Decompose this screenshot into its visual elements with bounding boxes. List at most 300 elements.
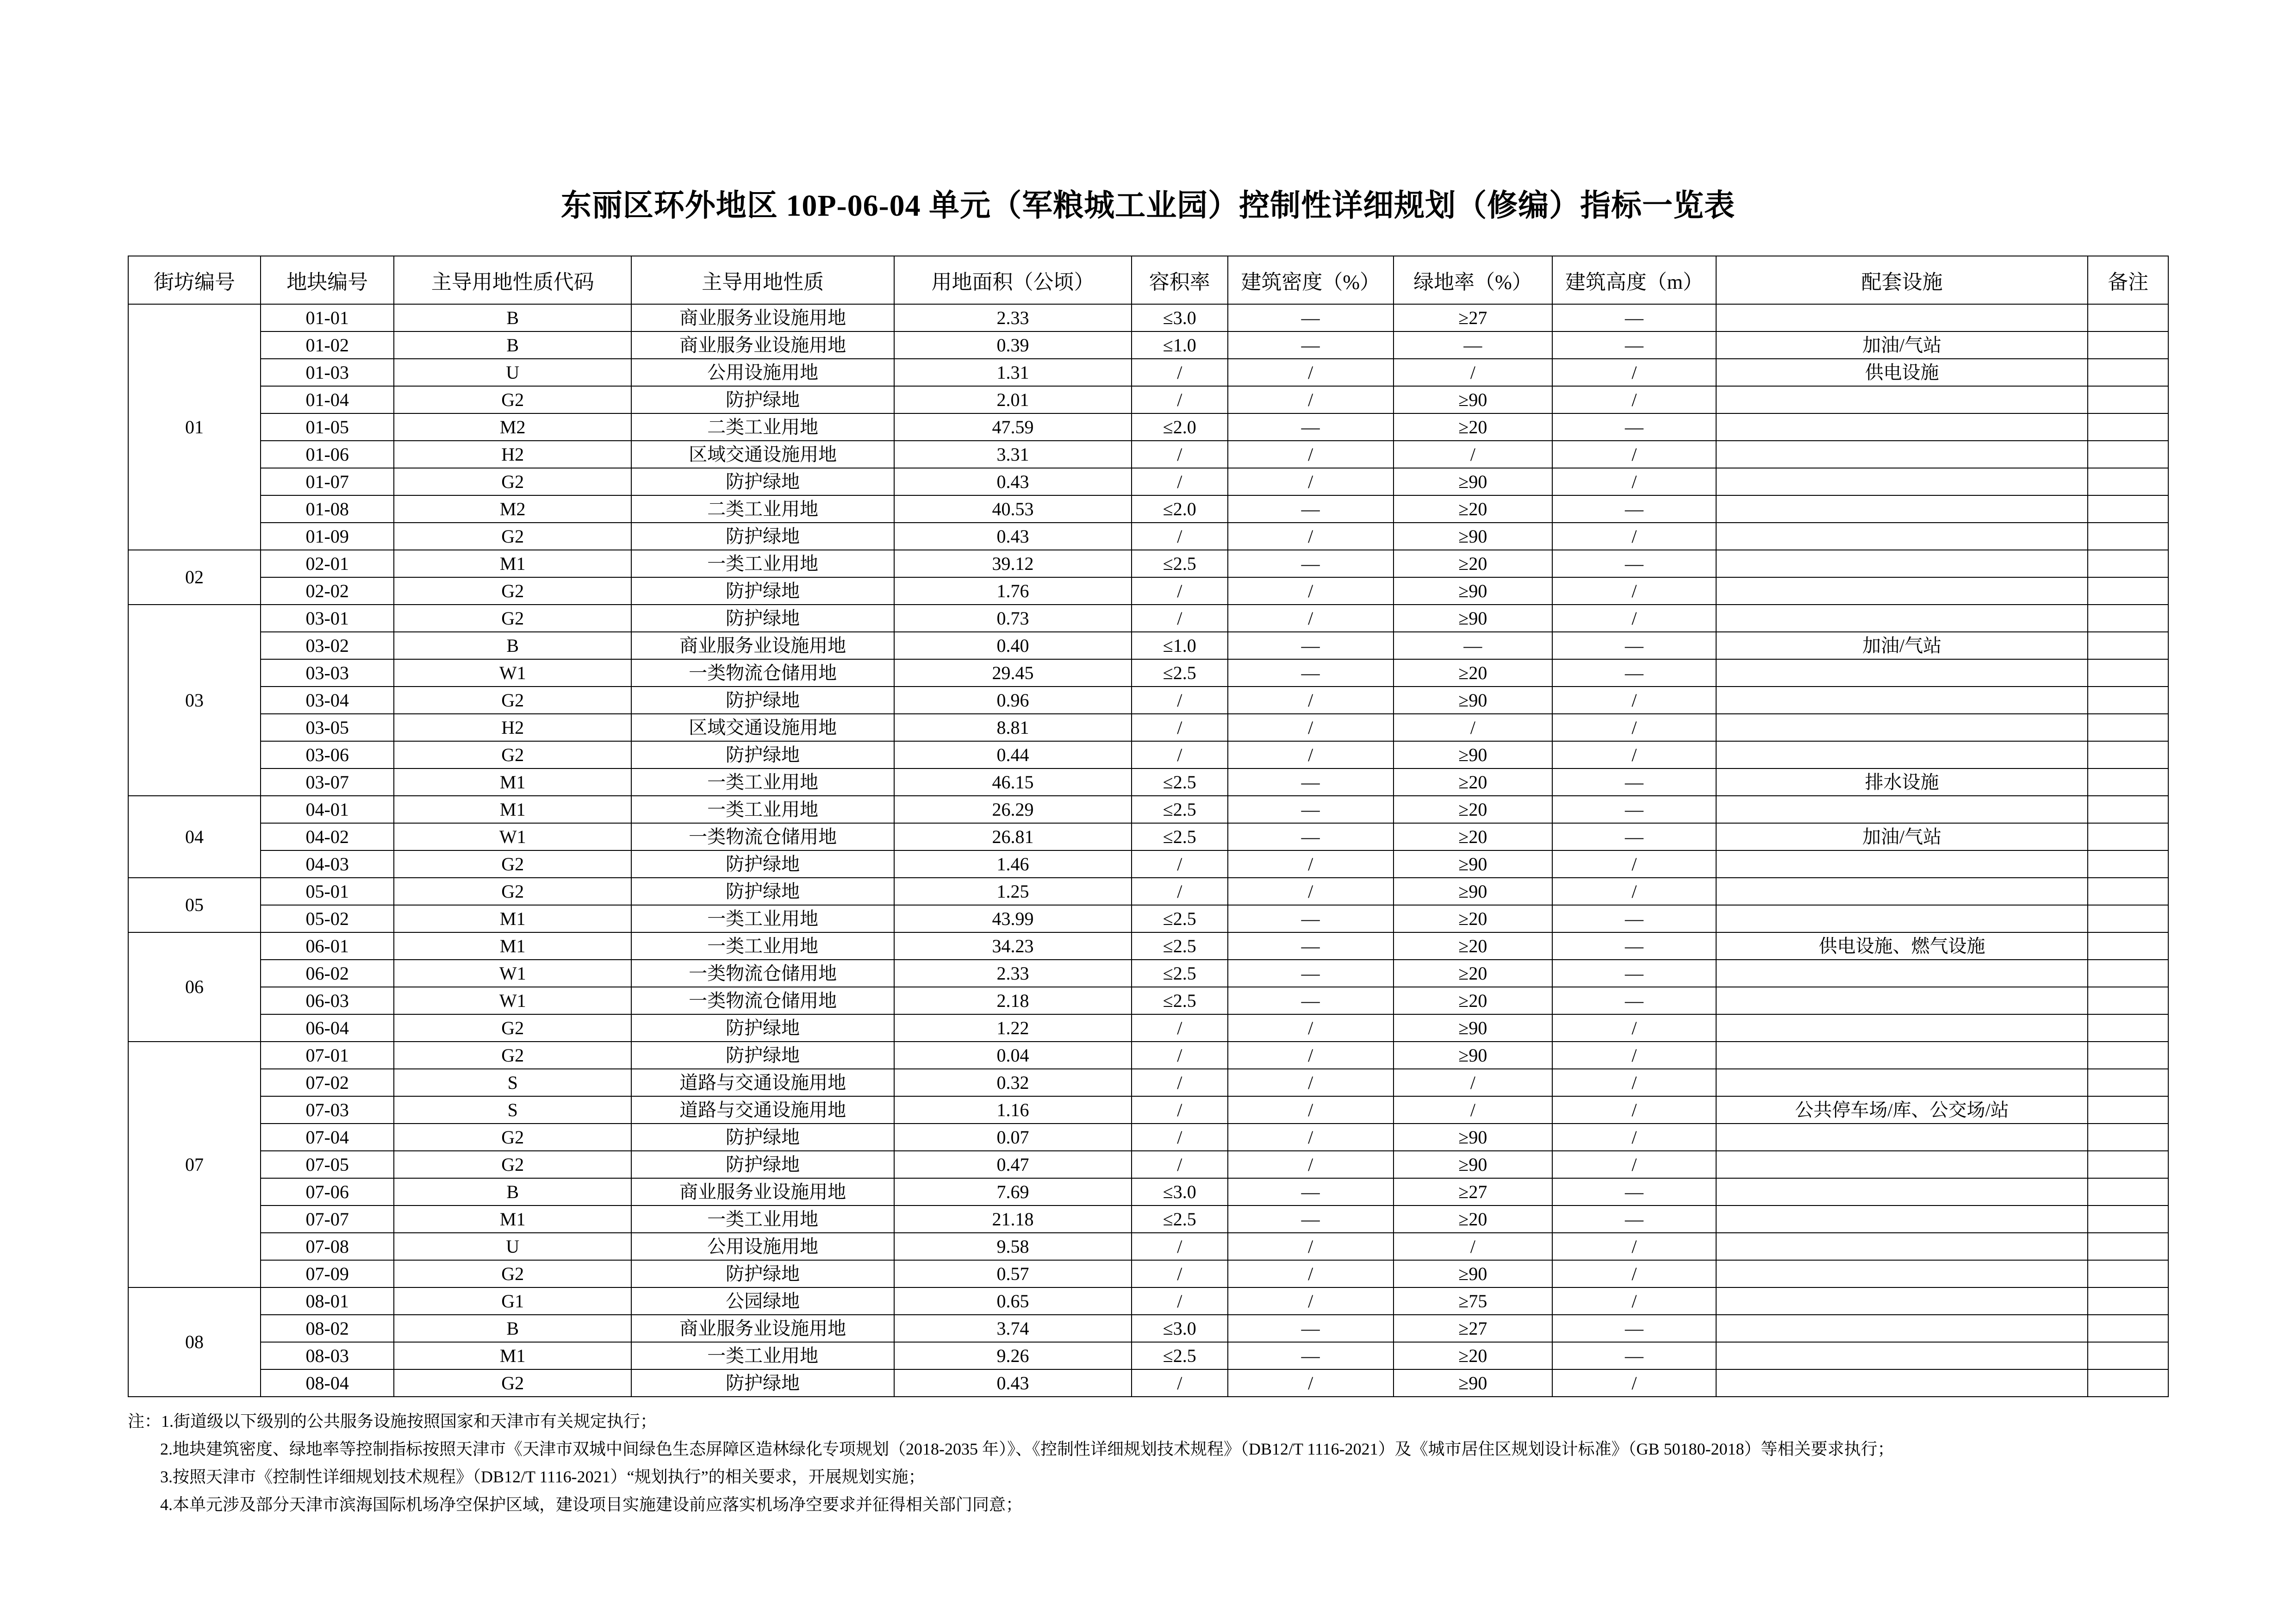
landuse-cell: 防护绿地 [631,850,894,878]
green-ratio-cell: ≥20 [1394,960,1552,987]
far-cell: / [1132,1287,1228,1315]
landuse-code-cell: G2 [394,1369,631,1397]
density-cell: — [1228,905,1394,932]
facilities-cell [1716,550,2088,577]
table-row [128,1260,2168,1287]
green-ratio-cell: ≥20 [1394,932,1552,960]
parcel-id-cell: 03-03 [261,659,394,687]
green-ratio-cell: ≥20 [1394,823,1552,850]
parcel-id-cell: 07-08 [261,1233,394,1260]
density-cell: / [1228,878,1394,905]
parcel-id-cell: 07-04 [261,1124,394,1151]
facilities-cell [1716,523,2088,550]
far-cell: / [1132,1151,1228,1178]
remarks-cell [2088,1014,2168,1042]
landuse-code-cell: H2 [394,714,631,741]
height-cell: — [1552,1206,1716,1233]
density-cell: — [1228,796,1394,823]
table-row [128,987,2168,1014]
landuse-code-cell: G2 [394,468,631,495]
area-cell: 3.74 [894,1315,1132,1342]
remarks-cell [2088,932,2168,960]
height-cell: / [1552,741,1716,768]
parcel-id-cell: 06-04 [261,1014,394,1042]
area-cell: 21.18 [894,1206,1132,1233]
parcel-id-cell: 01-06 [261,441,394,468]
height-cell: / [1552,1233,1716,1260]
remarks-cell [2088,741,2168,768]
col-header-density: 建筑密度（%） [1228,256,1394,304]
note-line: 4.本单元涉及部分天津市滨海国际机场净空保护区域，建设项目实施建设前应落实机场净空要求并征得相关部门同意； [160,1495,1023,1514]
area-cell: 34.23 [894,932,1132,960]
green-ratio-cell: ≥90 [1394,1014,1552,1042]
height-cell: — [1552,304,1716,331]
remarks-cell [2088,1369,2168,1397]
far-cell: / [1132,441,1228,468]
height-cell: — [1552,823,1716,850]
area-cell: 0.07 [894,1124,1132,1151]
note-line: 2.地块建筑密度、绿地率等控制指标按照天津市《天津市双城中间绿色生态屏障区造林绿化专项规划（2018-2035 年）》、《控制性详细规划技术规程》（DB12/T 1116-2021）及《城市居住区规划设计标准》（GB 50180-2018）等相关要求执行； [160,1440,1894,1458]
landuse-cell: 一类工业用地 [631,550,894,577]
parcel-id-cell: 04-03 [261,850,394,878]
green-ratio-cell: ≥90 [1394,523,1552,550]
density-cell: / [1228,605,1394,632]
area-cell: 1.31 [894,359,1132,386]
facilities-cell [1716,577,2088,605]
green-ratio-cell: ≥90 [1394,687,1552,714]
height-cell: — [1552,960,1716,987]
density-cell: / [1228,1014,1394,1042]
far-cell: / [1132,1014,1228,1042]
facilities-cell [1716,1014,2088,1042]
far-cell: / [1132,1369,1228,1397]
landuse-code-cell: M1 [394,905,631,932]
facilities-cell: 加油/气站 [1716,823,2088,850]
far-cell: / [1132,1233,1228,1260]
density-cell: — [1228,1206,1394,1233]
parcel-id-cell: 07-03 [261,1096,394,1124]
far-cell: / [1132,359,1228,386]
area-cell: 39.12 [894,550,1132,577]
landuse-code-cell: W1 [394,987,631,1014]
remarks-cell [2088,960,2168,987]
table-row [128,495,2168,523]
height-cell: — [1552,768,1716,796]
table-row [128,1178,2168,1206]
landuse-code-cell: G1 [394,1287,631,1315]
remarks-cell [2088,659,2168,687]
landuse-cell: 防护绿地 [631,1260,894,1287]
density-cell: / [1228,468,1394,495]
green-ratio-cell: ≥90 [1394,386,1552,413]
height-cell: — [1552,932,1716,960]
green-ratio-cell: ≥20 [1394,659,1552,687]
col-header-height: 建筑高度（m） [1552,256,1716,304]
green-ratio-cell: ≥20 [1394,413,1552,441]
green-ratio-cell: ≥20 [1394,796,1552,823]
remarks-cell [2088,495,2168,523]
density-cell: / [1228,386,1394,413]
landuse-code-cell: U [394,359,631,386]
table-row [128,550,2168,577]
facilities-cell [1716,1069,2088,1096]
far-cell: ≤2.5 [1132,932,1228,960]
green-ratio-cell: ≥20 [1394,1206,1552,1233]
remarks-cell [2088,550,2168,577]
green-ratio-cell: / [1394,1069,1552,1096]
landuse-code-cell: G2 [394,605,631,632]
green-ratio-cell: ≥90 [1394,577,1552,605]
remarks-cell [2088,1151,2168,1178]
planning-index-table [128,256,2169,1397]
landuse-code-cell: M1 [394,550,631,577]
far-cell: ≤2.5 [1132,960,1228,987]
height-cell: / [1552,1014,1716,1042]
table-row [128,932,2168,960]
table-row [128,577,2168,605]
green-ratio-cell: ≥90 [1394,605,1552,632]
parcel-id-cell: 04-01 [261,796,394,823]
table-row [128,605,2168,632]
block-id-cell: 03 [128,605,261,796]
block-id-cell: 04 [128,796,261,878]
green-ratio-cell: ≥90 [1394,1151,1552,1178]
green-ratio-cell: ≥90 [1394,741,1552,768]
far-cell: ≤1.0 [1132,632,1228,659]
area-cell: 3.31 [894,441,1132,468]
area-cell: 0.39 [894,331,1132,359]
table-row [128,1315,2168,1342]
density-cell: — [1228,632,1394,659]
green-ratio-cell: / [1394,441,1552,468]
remarks-cell [2088,1206,2168,1233]
table-row [128,823,2168,850]
parcel-id-cell: 01-09 [261,523,394,550]
landuse-code-cell: G2 [394,523,631,550]
far-cell: ≤2.5 [1132,987,1228,1014]
landuse-cell: 一类工业用地 [631,768,894,796]
landuse-code-cell: B [394,304,631,331]
height-cell: — [1552,495,1716,523]
facilities-cell [1716,468,2088,495]
landuse-cell: 公用设施用地 [631,359,894,386]
table-row [128,1014,2168,1042]
facilities-cell [1716,796,2088,823]
landuse-cell: 防护绿地 [631,1124,894,1151]
height-cell: — [1552,1342,1716,1369]
density-cell: — [1228,495,1394,523]
area-cell: 2.18 [894,987,1132,1014]
area-cell: 47.59 [894,413,1132,441]
area-cell: 0.43 [894,1369,1132,1397]
green-ratio-cell: ≥90 [1394,850,1552,878]
facilities-cell: 供电设施、燃气设施 [1716,932,2088,960]
green-ratio-cell: ≥27 [1394,304,1552,331]
facilities-cell [1716,1206,2088,1233]
landuse-cell: 防护绿地 [631,878,894,905]
parcel-id-cell: 03-07 [261,768,394,796]
note-line: 3.按照天津市《控制性详细规划技术规程》（DB12/T 1116-2021）“规划执行”的相关要求，开展规划实施； [160,1468,925,1486]
area-cell: 26.81 [894,823,1132,850]
height-cell: — [1552,1315,1716,1342]
landuse-cell: 防护绿地 [631,1042,894,1069]
table-row [128,331,2168,359]
parcel-id-cell: 04-02 [261,823,394,850]
landuse-code-cell: W1 [394,960,631,987]
area-cell: 43.99 [894,905,1132,932]
area-cell: 0.57 [894,1260,1132,1287]
density-cell: / [1228,1042,1394,1069]
note-line: 注：1.街道级以下级别的公共服务设施按照国家和天津市有关规定执行； [128,1412,657,1430]
parcel-id-cell: 06-01 [261,932,394,960]
green-ratio-cell: ≥90 [1394,1042,1552,1069]
height-cell: — [1552,987,1716,1014]
green-ratio-cell: ≥90 [1394,1260,1552,1287]
density-cell: / [1228,523,1394,550]
facilities-cell [1716,960,2088,987]
landuse-cell: 二类工业用地 [631,413,894,441]
far-cell: / [1132,468,1228,495]
remarks-cell [2088,331,2168,359]
facilities-cell [1716,1260,2088,1287]
col-header-facilities: 配套设施 [1716,256,2088,304]
green-ratio-cell: ≥20 [1394,495,1552,523]
table-row [128,1342,2168,1369]
facilities-cell [1716,1315,2088,1342]
landuse-cell: 公用设施用地 [631,1233,894,1260]
height-cell: / [1552,1369,1716,1397]
facilities-cell [1716,714,2088,741]
height-cell: / [1552,878,1716,905]
facilities-cell [1716,1287,2088,1315]
green-ratio-cell: ≥20 [1394,987,1552,1014]
landuse-code-cell: B [394,1178,631,1206]
height-cell: / [1552,714,1716,741]
block-id-cell: 07 [128,1042,261,1287]
density-cell: / [1228,850,1394,878]
height-cell: / [1552,1096,1716,1124]
area-cell: 0.96 [894,687,1132,714]
table-row [128,1233,2168,1260]
landuse-code-cell: M1 [394,768,631,796]
area-cell: 8.81 [894,714,1132,741]
landuse-cell: 防护绿地 [631,687,894,714]
area-cell: 1.16 [894,1096,1132,1124]
area-cell: 9.26 [894,1342,1132,1369]
parcel-id-cell: 01-08 [261,495,394,523]
green-ratio-cell: ≥20 [1394,768,1552,796]
green-ratio-cell: ≥20 [1394,905,1552,932]
far-cell: ≤2.5 [1132,768,1228,796]
density-cell: — [1228,413,1394,441]
area-cell: 1.22 [894,1014,1132,1042]
landuse-code-cell: S [394,1069,631,1096]
density-cell: / [1228,1260,1394,1287]
green-ratio-cell: ≥20 [1394,1342,1552,1369]
landuse-code-cell: G2 [394,577,631,605]
col-header-green-ratio: 绿地率（%） [1394,256,1552,304]
remarks-cell [2088,605,2168,632]
far-cell: / [1132,523,1228,550]
table-row [128,714,2168,741]
landuse-cell: 区域交通设施用地 [631,714,894,741]
parcel-id-cell: 07-09 [261,1260,394,1287]
area-cell: 1.76 [894,577,1132,605]
area-cell: 26.29 [894,796,1132,823]
area-cell: 7.69 [894,1178,1132,1206]
parcel-id-cell: 05-01 [261,878,394,905]
green-ratio-cell: — [1394,632,1552,659]
table-row [128,905,2168,932]
height-cell: / [1552,850,1716,878]
facilities-cell [1716,1124,2088,1151]
density-cell: / [1228,1096,1394,1124]
area-cell: 0.04 [894,1042,1132,1069]
landuse-cell: 一类工业用地 [631,1206,894,1233]
facilities-cell [1716,1233,2088,1260]
far-cell: ≤2.5 [1132,796,1228,823]
remarks-cell [2088,386,2168,413]
far-cell: / [1132,1042,1228,1069]
remarks-cell [2088,1260,2168,1287]
remarks-cell [2088,304,2168,331]
landuse-cell: 防护绿地 [631,523,894,550]
landuse-code-cell: G2 [394,1042,631,1069]
block-id-cell: 02 [128,550,261,605]
table-row [128,1206,2168,1233]
far-cell: / [1132,878,1228,905]
landuse-cell: 防护绿地 [631,605,894,632]
green-ratio-cell: ≥90 [1394,1124,1552,1151]
remarks-cell [2088,359,2168,386]
facilities-cell: 公共停车场/库、公交场/站 [1716,1096,2088,1124]
landuse-code-cell: G2 [394,1151,631,1178]
landuse-cell: 一类物流仓储用地 [631,987,894,1014]
green-ratio-cell: / [1394,714,1552,741]
remarks-cell [2088,1069,2168,1096]
landuse-cell: 防护绿地 [631,741,894,768]
area-cell: 1.25 [894,878,1132,905]
remarks-cell [2088,823,2168,850]
far-cell: ≤2.5 [1132,1342,1228,1369]
facilities-cell: 加油/气站 [1716,632,2088,659]
area-cell: 40.53 [894,495,1132,523]
density-cell: / [1228,714,1394,741]
remarks-cell [2088,878,2168,905]
parcel-id-cell: 02-01 [261,550,394,577]
parcel-id-cell: 07-01 [261,1042,394,1069]
facilities-cell [1716,850,2088,878]
far-cell: / [1132,1124,1228,1151]
density-cell: — [1228,932,1394,960]
density-cell: / [1228,1287,1394,1315]
height-cell: / [1552,687,1716,714]
col-header-far: 容积率 [1132,256,1228,304]
remarks-cell [2088,468,2168,495]
landuse-code-cell: B [394,1315,631,1342]
table-row [128,1069,2168,1096]
facilities-cell [1716,1178,2088,1206]
landuse-code-cell: G2 [394,687,631,714]
facilities-cell: 加油/气站 [1716,331,2088,359]
facilities-cell [1716,605,2088,632]
parcel-id-cell: 01-05 [261,413,394,441]
density-cell: / [1228,359,1394,386]
remarks-cell [2088,577,2168,605]
col-header-landuse: 主导用地性质 [631,256,894,304]
facilities-cell [1716,495,2088,523]
table-row [128,768,2168,796]
facilities-cell [1716,386,2088,413]
parcel-id-cell: 07-02 [261,1069,394,1096]
density-cell: / [1228,441,1394,468]
remarks-cell [2088,1042,2168,1069]
landuse-code-cell: M1 [394,932,631,960]
height-cell: / [1552,1287,1716,1315]
green-ratio-cell: / [1394,359,1552,386]
parcel-id-cell: 06-03 [261,987,394,1014]
landuse-code-cell: B [394,331,631,359]
landuse-cell: 防护绿地 [631,577,894,605]
parcel-id-cell: 03-04 [261,687,394,714]
table-row [128,523,2168,550]
far-cell: / [1132,386,1228,413]
remarks-cell [2088,687,2168,714]
block-id-cell: 08 [128,1287,261,1397]
landuse-code-cell: M1 [394,1206,631,1233]
col-header-remarks: 备注 [2088,256,2168,304]
remarks-cell [2088,523,2168,550]
table-row [128,1369,2168,1397]
remarks-cell [2088,1178,2168,1206]
facilities-cell [1716,659,2088,687]
area-cell: 0.47 [894,1151,1132,1178]
density-cell: — [1228,1178,1394,1206]
landuse-code-cell: G2 [394,878,631,905]
parcel-id-cell: 01-07 [261,468,394,495]
far-cell: ≤2.5 [1132,1206,1228,1233]
height-cell: / [1552,468,1716,495]
parcel-id-cell: 07-05 [261,1151,394,1178]
height-cell: — [1552,550,1716,577]
remarks-cell [2088,1315,2168,1342]
facilities-cell [1716,413,2088,441]
table-row [128,304,2168,331]
height-cell: — [1552,659,1716,687]
height-cell: / [1552,605,1716,632]
facilities-cell [1716,1151,2088,1178]
height-cell: — [1552,1178,1716,1206]
landuse-code-cell: G2 [394,1260,631,1287]
area-cell: 0.73 [894,605,1132,632]
area-cell: 0.40 [894,632,1132,659]
green-ratio-cell: ≥90 [1394,468,1552,495]
facilities-cell [1716,441,2088,468]
parcel-id-cell: 03-02 [261,632,394,659]
table-row [128,850,2168,878]
area-cell: 2.33 [894,960,1132,987]
height-cell: / [1552,1069,1716,1096]
table-header-row [128,256,2168,304]
landuse-cell: 道路与交通设施用地 [631,1069,894,1096]
remarks-cell [2088,441,2168,468]
far-cell: ≤2.5 [1132,823,1228,850]
height-cell: / [1552,1151,1716,1178]
area-cell: 2.01 [894,386,1132,413]
landuse-cell: 商业服务业设施用地 [631,331,894,359]
far-cell: / [1132,850,1228,878]
parcel-id-cell: 01-03 [261,359,394,386]
